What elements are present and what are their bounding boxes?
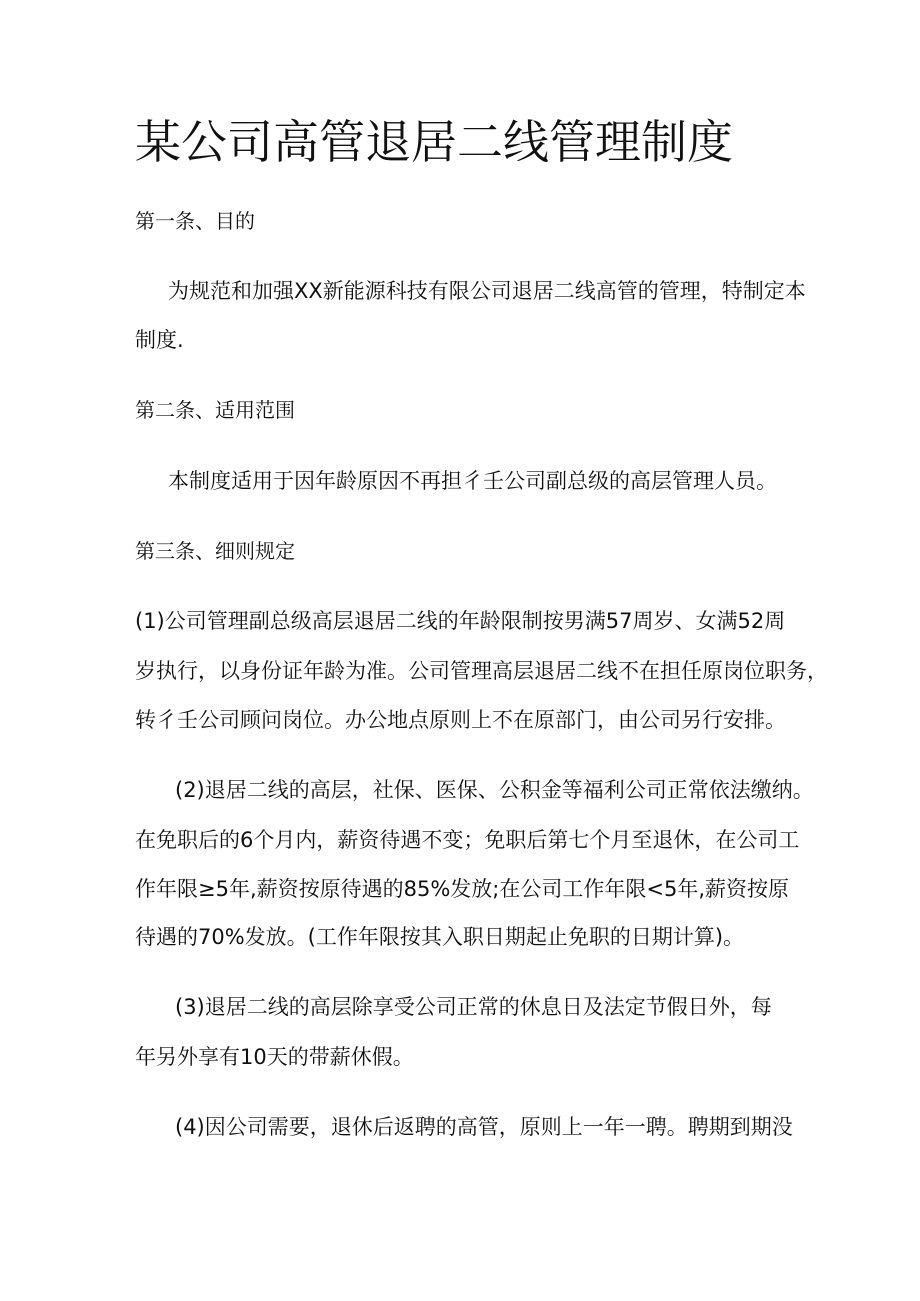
article-3-item-2-line-4: 待遇的70%发放。(工作年限按其入职日期起止免职的日期计算)。 <box>135 925 745 949</box>
article-3-item-3-line-1: (3)退居二线的高层除享受公司正常的休息日及法定节假日外，每 <box>175 995 772 1019</box>
article-3-item-3-line-2: 年另外享有10天的带薪休假。 <box>135 1045 414 1069</box>
article-3-heading: 第三条、细则规定 <box>135 539 295 563</box>
article-3-item-4-line-1: (4)因公司需要，退休后返聘的高管，原则上一年一聘。聘期到期没 <box>175 1115 793 1139</box>
document-title: 某公司高管退居二线管理制度 <box>135 115 733 169</box>
article-3-item-1-line-1: (1)公司管理副总级高层退居二线的年龄限制按男满57周岁、女满52周 <box>135 609 786 633</box>
article-2-text-line-1: 本制度适用于因年龄原因不再担彳壬公司副总级的高层管理人员。 <box>168 469 777 493</box>
article-3-item-1-line-3: 转彳壬公司顾问岗位。办公地点原则上不在原部门，由公司另行安排。 <box>135 708 786 732</box>
article-2-heading: 第二条、适用范围 <box>135 398 295 422</box>
article-1-heading: 第一条、目的 <box>135 209 255 233</box>
article-3-item-2-line-3: 作年限≥5年,薪资按原待遇的85%发放;在公司工作年限<5年,薪资按原 <box>135 877 790 901</box>
article-1-text-line-1: 为规范和加强XX新能源科技有限公司退居二线高管的管理，特制定本 <box>168 279 806 303</box>
article-3-item-1-line-2: 岁执行，以身份证年龄为准。公司管理高层退居二线不在担任原岗位职务， <box>135 659 828 683</box>
article-3-item-2-line-2: 在免职后的6个月内，薪资待遇不变；免职后第七个月至退休，在公司工 <box>135 828 800 852</box>
article-3-item-2-line-1: (2)退居二线的高层，社保、医保、公积金等福利公司正常依法缴纳。 <box>175 778 814 802</box>
article-1-text-line-2: 制度. <box>135 328 184 352</box>
